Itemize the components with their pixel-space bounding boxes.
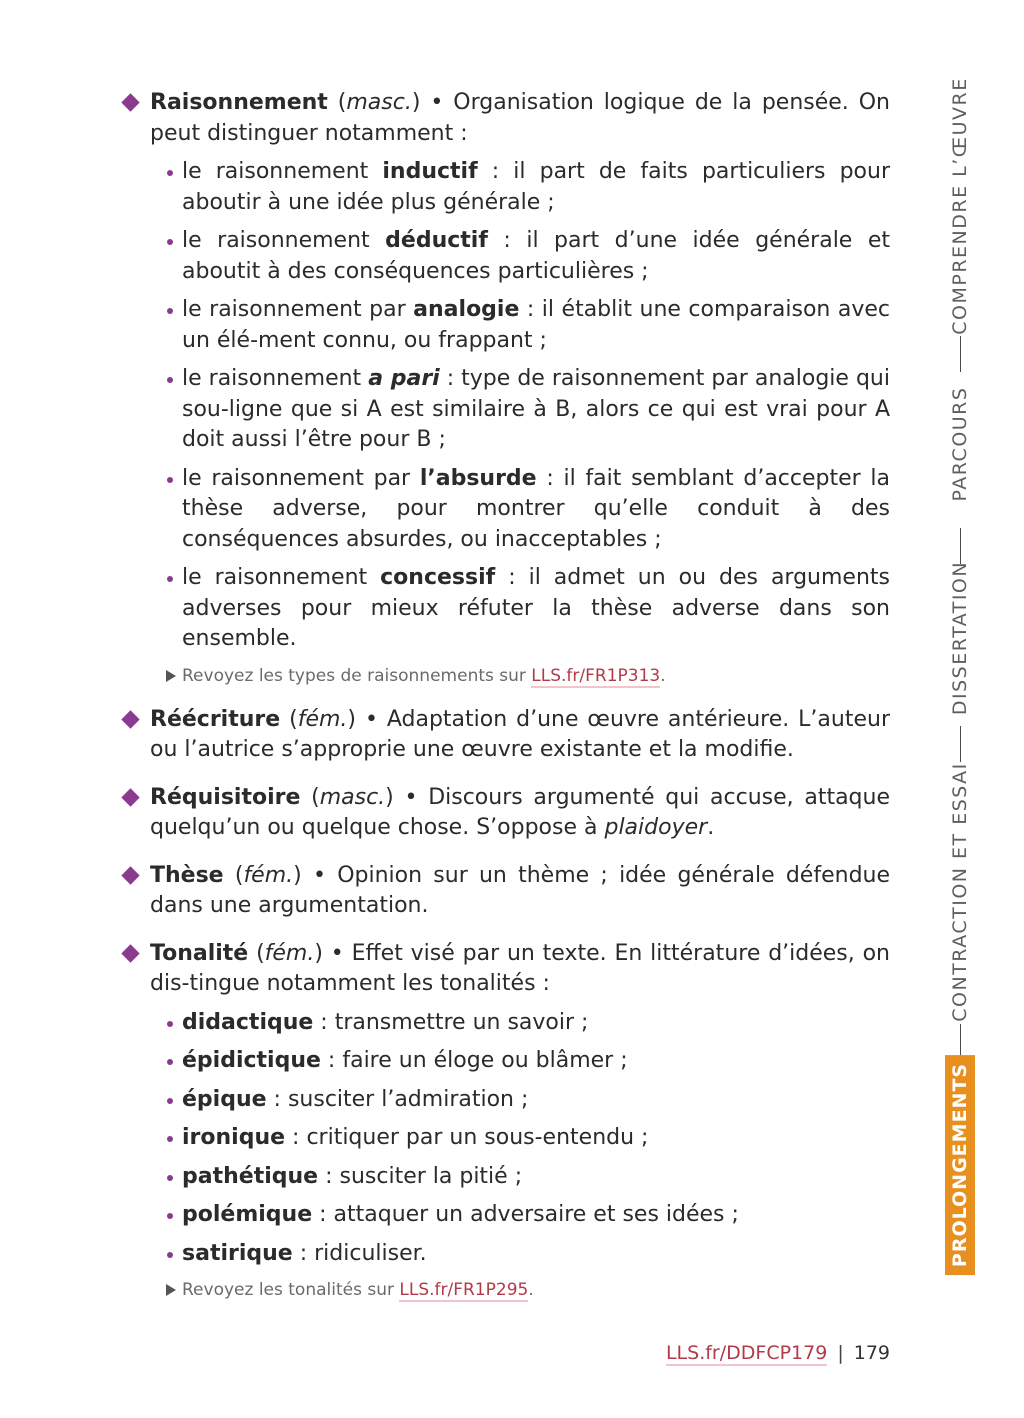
list-item-key: épidictique [182, 1048, 321, 1073]
entry-term: Réquisitoire [150, 784, 301, 810]
list-item-key: ironique [182, 1125, 286, 1150]
list-item [150, 1046, 890, 1077]
list-item-text: : il part de faits particuliers pour aboutir à une idée plus générale ; [182, 159, 890, 215]
entry-definition-italic: plaidoyer [604, 815, 708, 840]
list-item-text: : susciter l’admiration ; [266, 1086, 529, 1112]
list-item-key: l’absurde [419, 465, 537, 491]
list-item [150, 1200, 890, 1231]
bullet-dot-icon [167, 239, 173, 245]
list-item-prefix: le raisonnement par [182, 297, 414, 322]
list-item-text: : faire un éloge ou blâmer ; [320, 1048, 628, 1073]
bullet-dot-icon [167, 1252, 173, 1258]
tab-parcours[interactable]: PARCOURS [949, 386, 971, 502]
page-number: 179 [853, 1342, 890, 1364]
list-item-text: : ridiculiser. [292, 1240, 427, 1266]
list-item-key: analogie [413, 297, 520, 322]
list-item-key: pathétique [182, 1163, 319, 1189]
tab-separator [960, 336, 961, 372]
diamond-bullet-icon [121, 710, 139, 728]
list-item-text: : susciter la pitié ; [318, 1163, 523, 1189]
bullet-dot-icon [167, 1059, 173, 1065]
tab-separator [960, 726, 961, 762]
reference-text: Revoyez les types de raisonnements sur [182, 665, 532, 686]
list-item [150, 226, 890, 287]
bullet-dot-icon [167, 1175, 173, 1181]
list-item [150, 364, 890, 456]
entry-tonalite: Tonalité (fém.) • Effet visé par un texte. En littérature d’idées, on dis-tingue notamment les tonalités : didactique : transmettre un savoir ; épidictique : faire un éloge ou blâmer ; épique : susciter l’admiration ; ironique : critiquer par un sous-entendu ; pathétique : susciter la pitié ; polémique : attaquer un adversaire et ses idées ; satirique : ridiculiser. Revoyez les tonalités sur LLS.fr/FR1P295. [118, 939, 890, 1303]
entry-these: Thèse (fém.) • Opinion sur un thème ; idée générale défendue dans une argumentation. [118, 861, 890, 922]
reference-link[interactable]: LLS.fr/FR1P295 [399, 1280, 529, 1300]
entry-gender: masc. [346, 90, 412, 115]
entry-gender: fém. [243, 862, 294, 888]
section-sidebar [930, 77, 990, 1270]
tab-comprendre-oeuvre[interactable]: COMPRENDRE L’ŒUVRE [949, 77, 971, 335]
bullet-dot-icon [167, 1136, 173, 1142]
entry-term: Réécriture [150, 706, 281, 732]
list-item [150, 464, 890, 556]
list-item-text: : il établit une comparaison avec un élé-ment connu, ou frappant ; [182, 297, 890, 353]
list-item [150, 1008, 890, 1039]
glossary-content [118, 88, 890, 1319]
list-item-key: déductif [385, 228, 488, 253]
list-item-key: inductif [382, 159, 478, 184]
list-item-prefix: le raisonnement [182, 159, 383, 184]
footer-link[interactable]: LLS.fr/DDFCP179 [665, 1342, 828, 1364]
bullet-dot-icon [167, 1213, 173, 1219]
entry-requisitoire: Réquisitoire (masc.) • Discours argumenté qui accuse, attaque quelqu’un ou quelque chose. S’oppose à plaidoyer. [118, 783, 890, 844]
entry-definition: Effet visé par un texte. En littérature d’idées, on dis-tingue notamment les tonalités : [150, 940, 890, 996]
bullet-dot-icon [167, 308, 173, 314]
tab-contraction-essai[interactable]: CONTRACTION ET ESSAI [949, 762, 971, 1022]
list-item [150, 1085, 890, 1116]
entry-definition: Organisation logique de la pensée. On peut distinguer notamment : [150, 90, 890, 146]
entry-reecriture: Réécriture (fém.) • Adaptation d’une œuvre antérieure. L’auteur ou l’autrice s’approprie une œuvre existante et la modifie. [118, 705, 890, 766]
entry-definition: Discours argumenté qui accuse, attaque quelqu’un ou quelque chose. S’oppose à [150, 784, 891, 840]
bullet-dot-icon [167, 477, 173, 483]
list-item-prefix: le raisonnement [182, 565, 381, 590]
entry-raisonnement: Raisonnement (masc.) • Organisation logique de la pensée. On peut distinguer notamment : le raisonnement inductif : il part de faits particuliers pour aboutir à une idée plus générale ; le raisonnement déductif : il part d’une idée générale et aboutit à des conséquences particulières ; le raisonnement par analogie : il établit une comparaison avec un élé-ment connu, ou frappant ; le raisonnement a pari : type de raisonnement par analogie qui sou-ligne que si A est similaire à B, alors ce qui est vrai pour A doit aussi l’être pour B ; le raisonnement par l’absurde : il fait semblant d’accepter la thèse adverse, pour montrer qu’elle conduit à des conséquences absurdes, ou inacceptables ; le raisonnement concessif : il admet un ou des arguments adverses pour mieux réfuter la thèse adverse dans son ensemble. Revoyez les types de raisonnements sur LLS.fr/FR1P313. [118, 88, 890, 688]
list-item-key: satirique [182, 1240, 293, 1266]
reference-note: Revoyez les tonalités sur LLS.fr/FR1P295. [150, 1278, 890, 1302]
list-item-text: : il fait semblant d’accepter la thèse adverse, pour montrer qu’elle conduit à des conséquences absurdes, ou inacceptables ; [182, 465, 891, 552]
diamond-bullet-icon [121, 944, 139, 962]
list-item [150, 563, 890, 655]
entry-gender: masc. [319, 784, 386, 810]
reference-note: Revoyez les types de raisonnements sur LLS.fr/FR1P313. [150, 664, 890, 688]
reference-link[interactable]: LLS.fr/FR1P313 [531, 665, 661, 686]
list-item-text: : il admet un ou des arguments adverses pour mieux réfuter la thèse adverse dans son ensemble. [182, 565, 890, 651]
arrow-right-icon [166, 670, 176, 682]
list-item-prefix: le raisonnement [182, 366, 369, 391]
entry-gender: fém. [297, 706, 348, 732]
entry-definition: Adaptation d’une œuvre antérieure. L’auteur ou l’autrice s’approprie une œuvre existante et la modifie. [150, 706, 891, 762]
diamond-bullet-icon [121, 866, 139, 884]
tab-prolongements[interactable]: PROLONGEMENTS [945, 1055, 975, 1275]
list-item [150, 1162, 890, 1193]
list-item [150, 1239, 890, 1270]
page-footer [666, 1342, 890, 1364]
bullet-dot-icon [167, 576, 173, 582]
bullet-dot-icon [167, 1098, 173, 1104]
tab-dissertation[interactable]: DISSERTATION [949, 560, 971, 716]
entry-term: Raisonnement [150, 90, 328, 115]
list-item-text: : critiquer par un sous-entendu ; [285, 1125, 649, 1150]
list-item-text: : transmettre un savoir ; [313, 1009, 589, 1035]
list-item-key: concessif [380, 565, 496, 590]
list-item-key: a pari [368, 366, 440, 391]
list-item [150, 1123, 890, 1154]
list-item-key: polémique [182, 1202, 313, 1227]
list-item [150, 295, 890, 356]
diamond-bullet-icon [121, 93, 139, 111]
bullet-dot-icon [167, 1021, 173, 1027]
arrow-right-icon [166, 1284, 176, 1296]
diamond-bullet-icon [121, 788, 139, 806]
list-item-prefix: le raisonnement [182, 228, 386, 253]
list-item-text: : il part d’une idée générale et aboutit à des conséquences particulières ; [182, 228, 891, 284]
entry-term: Thèse [150, 862, 224, 888]
list-item-text: : attaquer un adversaire et ses idées ; [312, 1202, 739, 1227]
footer-separator: | [837, 1342, 844, 1364]
reference-text: Revoyez les tonalités sur [182, 1280, 400, 1300]
list-item [150, 157, 890, 218]
list-item-prefix: le raisonnement par [182, 465, 420, 491]
list-item-key: épique [182, 1086, 267, 1112]
entry-definition: Opinion sur un thème ; idée générale défendue dans une argumentation. [150, 862, 891, 918]
list-item-text: : type de raisonnement par analogie qui sou-ligne que si A est similaire à B, alors ce qui est vrai pour A doit aussi l’être pour B ; [182, 366, 890, 452]
list-item-key: didactique [182, 1009, 314, 1035]
entry-term: Tonalité [150, 940, 249, 966]
entry-gender: fém. [264, 940, 315, 966]
tab-separator [960, 528, 961, 564]
bullet-dot-icon [167, 377, 173, 383]
bullet-dot-icon [167, 170, 173, 176]
